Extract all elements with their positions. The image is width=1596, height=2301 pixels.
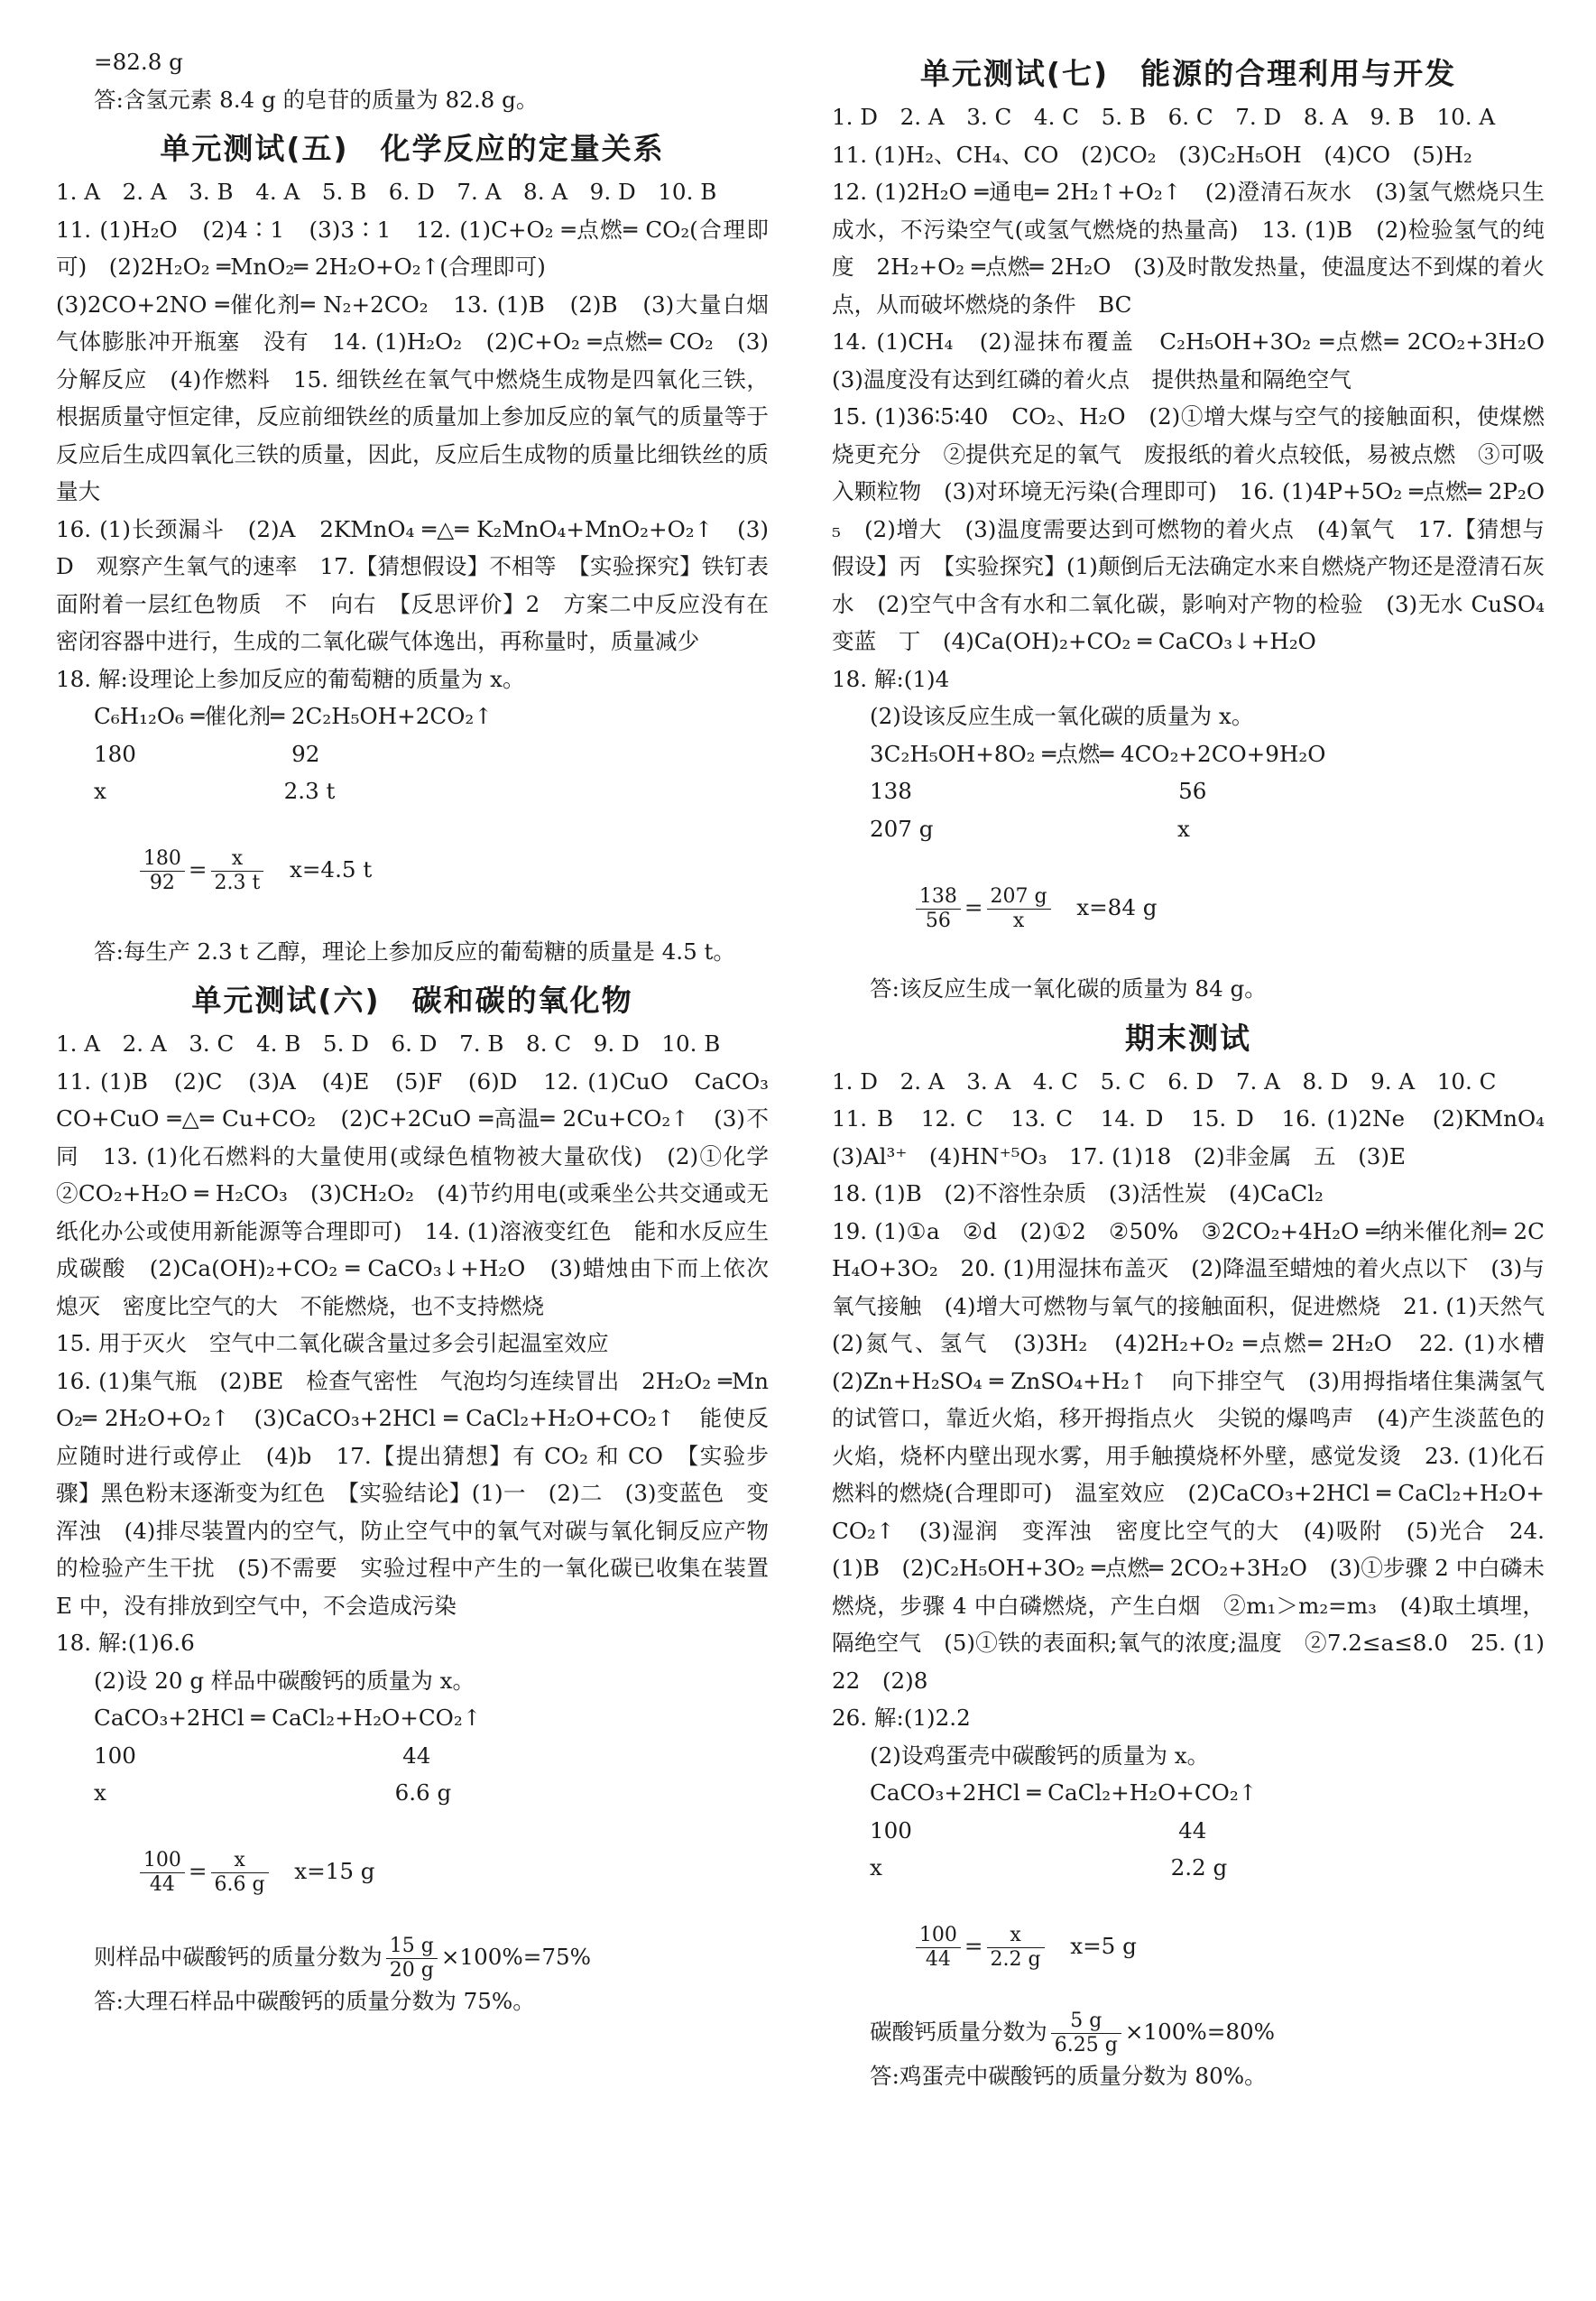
percentage-line: 碳酸钙质量分数为 $\frac{5 g}{6.25 g}$ ×100%=80% (870, 2009, 1276, 2056)
answer-paragraph: 18. 解:设理论上参加反应的葡萄糖的质量为 x。 (56, 665, 525, 692)
section-title-unit7: 单元测试(七) 能源的合理利用与开发 (919, 56, 1457, 91)
equation-line: CaCO₃+2HCl ═ CaCl₂+H₂O+CO₂↑ (870, 1779, 1258, 1806)
proportion-line: $\frac{100}{44}$ = $\frac{x}{2.2 g}$ x=5 g (832, 1887, 1545, 2010)
answer-paragraph: 1. D 2. A 3. C 4. C 5. B 6. C 7. D 8. A 9. B 10. A (832, 104, 1496, 130)
answer-paragraph: 12. (1)2H₂O ═通电═ 2H₂↑+O₂↑ (2)澄清石灰水 (3)氢气燃烧只生成水，不污染空气(或氢气燃烧的热量高) 13. (1)B (2)检验氢气的纯度 2H₂+O₂ ═点燃═ 2H₂O (3)及时散发热量，使温度达不到煤的着火点，从而破坏燃烧的条件 BC (832, 179, 1545, 318)
equation-line: 138 56 (870, 778, 1207, 804)
section-title-unit5: 单元测试(五) 化学反应的定量关系 (160, 131, 665, 166)
answer-paragraph: 11. (1)B (2)C (3)A (4)E (5)F (6)D 12. (1)CuO CaCO₃ CO+CuO ═△═ Cu+CO₂ (2)C+2CuO ═高温═ 2Cu+CO₂↑ (3)不同 13. (1)化石燃料的大量使用(或绿色植物被大量砍伐) (2)①化学 ②CO₂+H₂O ═ H₂CO₃ (3)CH₂O₂ (4)节约用电(或乘坐公共交通或无纸化办公或使用新能源等合理即可) 14. (1)溶液变红色 能和水反应生成碳酸 (2)Ca(OH)₂+CO₂ ═ CaCO₃↓+H₂O (3)蜡烛由下而上依次熄灭 密度比空气的大 不能燃烧，也不支持燃烧 (56, 1067, 791, 1319)
equation-line: 100 44 (94, 1742, 431, 1769)
fraction: $\frac{x}{2.3 t}$ (211, 847, 264, 895)
answer-paragraph: 15. (1)36∶5∶40 CO₂、H₂O (2)①增大煤与空气的接触面积，使煤燃烧更充分 ②提供充足的氧气 废报纸的着火点较低，易被点燃 ③可吸入颗粒物 (3)对环境无污染(合理即可) 16. (1)4P+5O₂ ═点燃═ 2P₂O₅ (2)增大 (3)温度需要达到可燃物的着火点 (4)氧气 17.【猜想与假设】丙 【实验探究】(1)颠倒后无法确定水来自燃烧产物还是澄清石灰水 (2)空气中含有水和二氧化碳，影响对产物的检验 (3)无水 CuSO₄ 变蓝 丁 (4)Ca(OH)₂+CO₂ ═ CaCO₃↓+H₂O (832, 403, 1545, 654)
fraction: $\frac{x}{2.2 g}$ (987, 1924, 1045, 1972)
answer-paragraph: 18. (1)B (2)不溶性杂质 (3)活性炭 (4)CaCl₂ (832, 1180, 1324, 1206)
answer-paragraph: 26. 解:(1)2.2 (832, 1705, 971, 1731)
text-line: (2)设该反应生成一氧化碳的质量为 x。 (870, 703, 1254, 729)
answer-line: 答:该反应生成一氧化碳的质量为 84 g。 (870, 975, 1267, 1002)
text-line: 答:含氢元素 8.4 g 的皂苷的质量为 82.8 g。 (94, 86, 539, 113)
right-column (832, 43, 1567, 2094)
fraction: $\frac{5 g}{6.25 g}$ (1051, 2010, 1121, 2057)
answer-paragraph: (3)2CO+2NO ═催化剂═ N₂+2CO₂ 13. (1)B (2)B (3)大量白烟 气体膨胀冲开瓶塞 没有 14. (1)H₂O₂ (2)C+O₂ ═点燃═ CO₂ (3)分解反应 (4)作燃料 15. 细铁丝在氧气中燃烧生成物是四氧化三铁，根据质量守恒定律，反应前细铁丝的质量加上参加反应的氧气的质量等于反应后生成四氧化三铁的质量，因此，反应后生成物的质量比细铁丝的质量大 (56, 291, 791, 504)
left-column (56, 43, 791, 2019)
answer-paragraph: 11. (1)H₂、CH₄、CO (2)CO₂ (3)C₂H₅OH (4)CO (5)H₂ (832, 141, 1472, 168)
answer-line: 答:大理石样品中碳酸钙的质量分数为 75%。 (94, 1987, 535, 2014)
answer-line: 答:每生产 2.3 t 乙醇，理论上参加反应的葡萄糖的质量是 4.5 t。 (94, 938, 736, 965)
answer-paragraph: 1. A 2. A 3. C 4. B 5. D 6. D 7. B 8. C 9. D 10. B (56, 1030, 721, 1057)
fraction: $\frac{x}{6.6 g}$ (211, 1849, 269, 1897)
answer-paragraph: 16. (1)集气瓶 (2)BE 检查气密性 气泡均匀连续冒出 2H₂O₂ ═MnO₂═ 2H₂O+O₂↑ (3)CaCO₃+2HCl ═ CaCl₂+H₂O+CO₂↑ 能使反应随时进行或停止 (4)b 17.【提出猜想】有 CO₂ 和 CO 【实验步骤】黑色粉末逐渐变为红色 【实验结论】(1)一 (2)二 (3)变蓝色 变浑浊 (4)排尽装置内的空气，防止空气中的氧气对碳与氧化铜反应产物的检验产生干扰 (5)不需要 实验过程中产生的一氧化碳已收集在装置 E 中，没有排放到空气中，不会造成污染 (56, 1367, 769, 1619)
answer-paragraph: 18. 解:(1)6.6 (56, 1630, 195, 1656)
equation-line: 100 44 (870, 1816, 1207, 1844)
answer-paragraph: 1. A 2. A 3. B 4. A 5. B 6. D 7. A 8. A 9. D 10. B (56, 179, 717, 205)
text-line: (2)设鸡蛋壳中碳酸钙的质量为 x。 (870, 1742, 1210, 1769)
equation-line: 180 92 (94, 740, 320, 767)
text-line: =82.8 g (94, 49, 183, 75)
answer-paragraph: 16. (1)长颈漏斗 (2)A 2KMnO₄ ═△═ K₂MnO₄+MnO₂+O₂↑ (3)D 观察产生氧气的速率 17.【猜想假设】不相等 【实验探究】铁钉表面附着一层红色物质 不 向右 【反思评价】2 方案二中反应没有在密闭容器中进行，生成的二氧化碳气体逸出，再称量时，质量减少 (56, 515, 769, 654)
answer-paragraph: 11. B 12. C 13. C 14. D 15. D 16. (1)2Ne (2)KMnO₄ (3)Al³⁺ (4)HN⁺⁵O₃ 17. (1)18 (2)非金属 五 (3)E (832, 1105, 1567, 1169)
proportion-line: $\frac{180}{92}$ = $\frac{x}{2.3 t}$ x=4.5 t (56, 810, 769, 933)
equation-line: 207 g x (870, 815, 1190, 842)
fraction: $\frac{138}{56}$ (916, 885, 961, 933)
fraction: $\frac{100}{44}$ (140, 1849, 185, 1897)
text-line: (2)设 20 g 样品中碳酸钙的质量为 x。 (94, 1667, 475, 1694)
answer-paragraph: 1. D 2. A 3. A 4. C 5. C 6. D 7. A 8. D 9. A 10. C (832, 1067, 1497, 1095)
answer-line: 答:鸡蛋壳中碳酸钙的质量分数为 80%。 (870, 2062, 1267, 2089)
fraction: $\frac{100}{44}$ (916, 1924, 961, 1972)
proportion-line: $\frac{100}{44}$ = $\frac{x}{6.6 g}$ x=15 g (56, 1812, 769, 1935)
fraction: $\frac{15 g}{20 g}$ (386, 1935, 438, 1982)
answer-paragraph: 18. 解:(1)4 (832, 665, 950, 692)
equation-line: 3C₂H₅OH+8O₂ ═点燃═ 4CO₂+2CO+9H₂O (870, 740, 1326, 767)
percentage-line: 则样品中碳酸钙的质量分数为 $\frac{15 g}{20 g}$ ×100%=75% (94, 1934, 592, 1982)
equation-line: x 2.3 t (94, 778, 336, 804)
fraction: $\frac{207 g}{x}$ (987, 885, 1051, 933)
equation-line: x 2.2 g (870, 1854, 1228, 1881)
answer-paragraph: 11. (1)H₂O (2)4∶1 (3)3∶1 12. (1)C+O₂ ═点燃═ CO₂(合理即可) (2)2H₂O₂ ═MnO₂═ 2H₂O+O₂↑(合理即可) (56, 216, 769, 280)
section-title-unit6: 单元测试(六) 碳和碳的氧化物 (191, 983, 633, 1018)
equation-line: C₆H₁₂O₆ ═催化剂═ 2C₂H₅OH+2CO₂↑ (94, 703, 493, 729)
answer-paragraph: 19. (1)①a ②d (2)①2 ②50% ③2CO₂+4H₂O ═纳米催化剂═ 2CH₄O+3O₂ 20. (1)用湿抹布盖灭 (2)降温至蜡烛的着火点以下 (3)与氧气接触 (4)增大可燃物与氧气的接触面积，促进燃烧 21. (1)天然气 (2)氮气、氢气 (3)3H₂ (4)2H₂+O₂ ═点燃═ 2H₂O 22. (1)水槽 (2)Zn+H₂SO₄ ═ ZnSO₄+H₂↑ 向下排空气 (3)用拇指堵住集满氢气的试管口，靠近火焰，移开拇指点火 尖锐的爆鸣声 (4)产生淡蓝色的火焰，烧杯内壁出现水雾，用手触摸烧杯外壁，感觉发烫 23. (1)化石燃料的燃烧(合理即可) 温室效应 (2)CaCO₃+2HCl ═ CaCl₂+H₂O+CO₂↑ (3)湿润 变浑浊 密度比空气的大 (4)吸附 (5)光合 24. (1)B (2)C₂H₅OH+3O₂ ═点燃═ 2CO₂+3H₂O (3)①步骤 2 中白磷未燃烧，步骤 4 中白磷燃烧，产生白烟 ②m₁＞m₂=m₃ (4)取土填埋，隔绝空气 (5)①铁的表面积;氧气的浓度;温度 ②7.2≤a≤8.0 25. (1)22 (2)8 (832, 1217, 1567, 1694)
equation-line: x 6.6 g (94, 1779, 452, 1806)
fraction: $\frac{180}{92}$ (140, 847, 185, 895)
equation-line: CaCO₃+2HCl ═ CaCl₂+H₂O+CO₂↑ (94, 1705, 482, 1731)
answer-paragraph: 14. (1)CH₄ (2)湿抹布覆盖 C₂H₅OH+3O₂ ═点燃═ 2CO₂+3H₂O (3)温度没有达到红磷的着火点 提供热量和隔绝空气 (832, 328, 1567, 393)
answer-paragraph: 15. 用于灭火 空气中二氧化碳含量过多会引起温室效应 (56, 1330, 609, 1356)
proportion-line: $\frac{138}{56}$ = $\frac{207 g}{x}$ x=84 g (832, 847, 1545, 970)
section-title-final: 期末测试 (1125, 1020, 1251, 1056)
